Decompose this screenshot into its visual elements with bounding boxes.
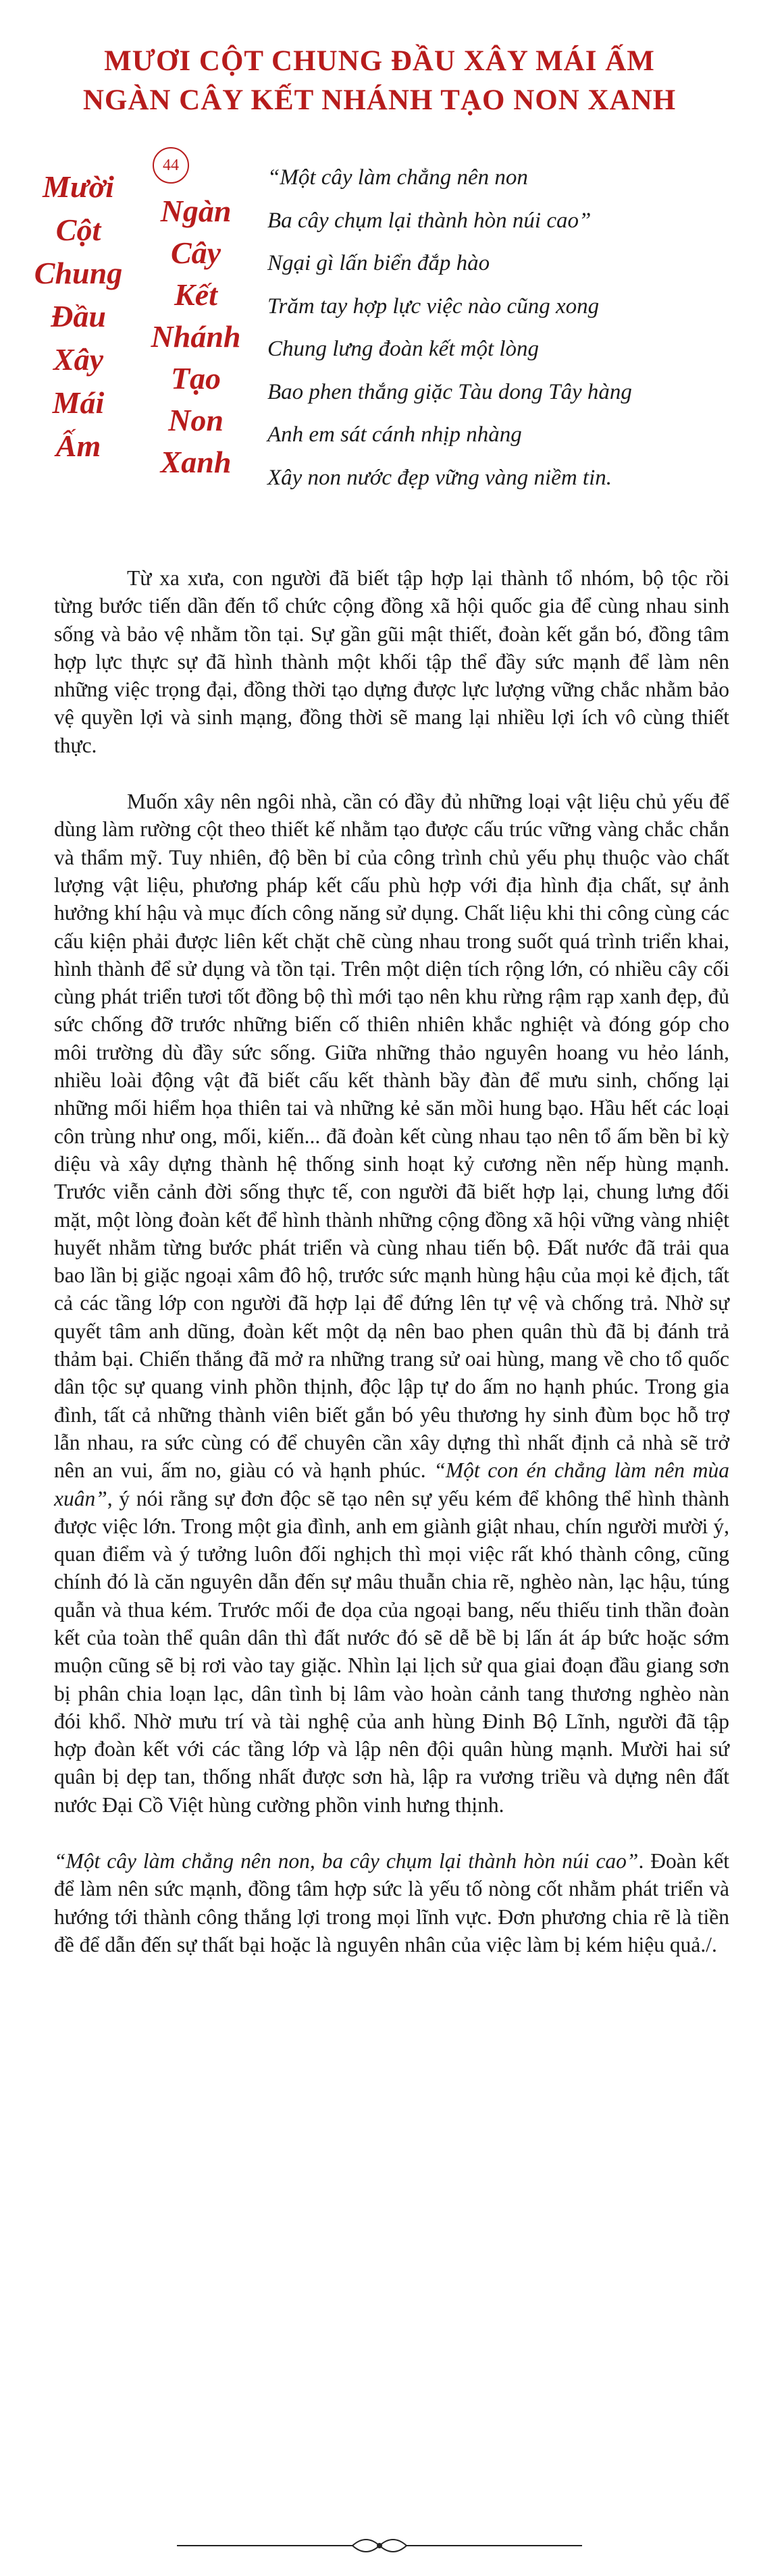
calligraphy-char: Mười — [43, 169, 114, 204]
calligraphy-char: Tạo — [170, 361, 221, 395]
paragraph-2-tail: , ý nói rằng sự đơn độc sẽ tạo nên sự yếu kém để không thể hình thành được việc lớn. Trong một gia đình, anh em giành giật nhau, chín người mười ý, quan điểm và ý tưởng luôn đối nghịch thì mọi việc rất khó thành công, cũng chính đó là căn nguyên dẫn đến sự mâu thuẫn chia rẽ, nghèo nàn, lạc hậu, túng quẫn và thua kém. Trước mối đe dọa của ngoại bang, nếu thiếu tinh thần đoàn kết của toàn thể quân dân thì đất nước đó sẽ dễ bề bị lấn át áp bức hoặc sớm muộn cũng sẽ bị rơi vào tay giặc. Nhìn lại lịch sử qua giai đoạn đầu giang sơn bị phân chia loạn lạc, dân tình bị lâm vào hoàn cảnh tang thương nghèo nàn đói khổ. Nhờ mưu trí và tài nghệ của anh hùng Đinh Bộ Lĩnh, người đã tập hợp đoàn kết với các tầng lớp và lập nên đội quân hùng mạnh. Mười hai sứ quân bị dẹp tan, thống nhất được sơn hà, lập ra vương triều và dựng nên đất nước Đại Cồ Việt hùng cường phồn vinh hưng thịnh. — [54, 1486, 729, 1817]
verse-line: Chung lưng đoàn kết một lòng — [267, 337, 540, 361]
proverb-quote-2: “Một cây làm chẳng nên non, ba cây chụm lại thành hòn núi cao” — [54, 1849, 639, 1873]
verse-line: Bao phen thắng giặc Tàu dong Tây hàng — [267, 379, 632, 404]
calligraphy-char: Cây — [170, 236, 221, 270]
calligraphy-char: Đầu — [51, 299, 106, 333]
calligraphy-column-1 — [31, 165, 126, 468]
calligraphy-char: Xây — [53, 342, 104, 377]
verse-line: Ba cây chụm lại thành hòn núi cao” — [267, 208, 592, 233]
verse-line: Xây non nước đẹp vững vàng niềm tin. — [267, 465, 612, 490]
proverb-quote-1: “Một con én chẳng làm nên mùa xuân” — [54, 1458, 730, 1510]
calligraphy-char: Chung — [34, 256, 123, 290]
verse-line: Anh em sát cánh nhịp nhàng — [267, 422, 522, 447]
calligraphy-char: Non — [168, 403, 224, 437]
paragraph-3-tail: . Đoàn kết để làm nên sức mạnh, đồng tâm hợp sức là yếu tố nòng cốt nhằm phát triển và hướng tới thành công thắng lợi trong mọi lĩnh vực. Đơn phương chia rẽ là tiền đề để dẫn đến sự thất bại hoặc là nguyên nhân của việc làm bị kém hiệu quả./. — [54, 1849, 729, 1956]
verse-line: Trăm tay hợp lực việc nào cũng xong — [267, 294, 600, 319]
paragraph-3 — [54, 1847, 729, 1958]
ornament-divider — [177, 2532, 582, 2559]
paragraph-2 — [54, 788, 729, 1819]
calligraphy-column-2 — [149, 190, 243, 483]
calligraphy-char: Cột — [55, 213, 101, 247]
title-line-1: MƯƠI CỘT CHUNG ĐẦU XÂY MÁI ẤM — [104, 45, 655, 77]
calligraphy-char: Nhánh — [151, 319, 241, 354]
calligraphy-char: Ấm — [55, 429, 101, 463]
paragraph-1: Từ xa xưa, con người đã biết tập hợp lại thành tổ nhóm, bộ tộc rồi từng bước tiến dần đến tổ chức cộng đồng xã hội quốc gia để cùng nhau sinh sống và bảo vệ nhằm tồn tại. Sự gần gũi mật thiết, đoàn kết gắn bó, đồng tâm hợp lực thực sự đã hình thành một khối tập thể đầy sức mạnh để làm nên những việc trọng đại, đồng thời tạo dựng được lực lượng vững chắc nhằm bảo vệ quyền lợi và sinh mạng, đồng thời sẽ mang lại nhiều lợi ích vô cùng thiết thực. — [54, 566, 729, 757]
verse-line: “Một cây làm chẳng nên non — [267, 165, 528, 190]
paragraph-2-main: Muốn xây nên ngôi nhà, cần có đầy đủ những loại vật liệu chủ yếu để dùng làm rường cột theo thiết kế nhằm tạo được cấu trúc vững vàng chắc chắn và thẩm mỹ. Tuy nhiên, độ bền bỉ của công trình chủ yếu phụ thuộc vào chất lượng vật liệu, phương pháp kết cấu phù hợp với địa hình địa chất, sự ảnh hưởng khí hậu và mục đích công năng sử dụng. Chất liệu khi thi công cùng các cấu kiện phải được liên kết chặt chẽ cùng nhau trong suốt quá trình triển khai, hình thành để sử dụng và tồn tại. Trên một diện tích rộng lớn, có nhiều cây cối cùng phát triển tươi tốt đồng bộ thì mới tạo nên khu rừng rậm rạp xanh đẹp, đủ sức chống đỡ trước những biến cố thiên nhiên khắc nghiệt và đóng góp cho môi trường dù đầy sức sống. Giữa những thảo nguyên hoang vu hẻo lánh, nhiều loài động vật đã biết cấu kết thành bầy đàn để mưu sinh, chống lại những mối hiểm họa thiên tai và những kẻ săn mồi hung bạo. Hầu hết các loại côn trùng như ong, mối, kiến... đã đoàn kết cùng nhau tạo nên tổ ấm bền bỉ kỳ diệu và xây dựng thành hệ thống sinh hoạt kỷ cương nền nếp hùng mạnh. Trước viễn cảnh đời sống thực tế, con người đã biết hợp lại, chung lưng đối mặt, một lòng đoàn kết để hình thành những cộng đồng xã hội vững vàng nhiệt huyết nhằm từng bước phát triển và cùng nhau tiến bộ. Đất nước đã trải qua bao lần bị giặc ngoại xâm đô hộ, trước sức mạnh hùng hậu của mọi kẻ địch, tất cả các tầng lớp con người đã hợp lại để đứng lên tự vệ và chống trả. Nhờ sự quyết tâm anh dũng, đoàn kết một dạ nên bao phen quân thù đã bị đánh trả thảm bại. Chiến thắng đã mở ra những trang sử oai hùng, mang về cho tổ quốc dân tộc sự quang vinh phồn thịnh, độc lập tự do ấm no hạnh phúc. Trong gia đình, tất cả những thành viên biết gắn bó yêu thương hy sinh đùm bọc hỗ trợ lẫn nhau, ra sức cùng có để chuyên cần xây dựng thì nhất định cả nhà sẽ trở nên an vui, ấm no, giàu có và hạnh phúc. — [54, 790, 729, 1483]
calligraphy-char: Mái — [52, 385, 105, 420]
page-title — [0, 42, 759, 120]
calligraphy-char: Kết — [174, 277, 217, 312]
calligraphy-char: Xanh — [160, 445, 232, 479]
title-line-2: NGÀN CÂY KẾT NHÁNH TẠO NON XANH — [82, 84, 677, 116]
poem-verse — [267, 157, 740, 499]
verse-line: Ngại gì lấn biển đắp hào — [267, 251, 490, 275]
number-badge: 44 — [153, 147, 189, 184]
calligraphy-char: Ngàn — [160, 194, 232, 228]
article-body — [54, 564, 729, 1958]
